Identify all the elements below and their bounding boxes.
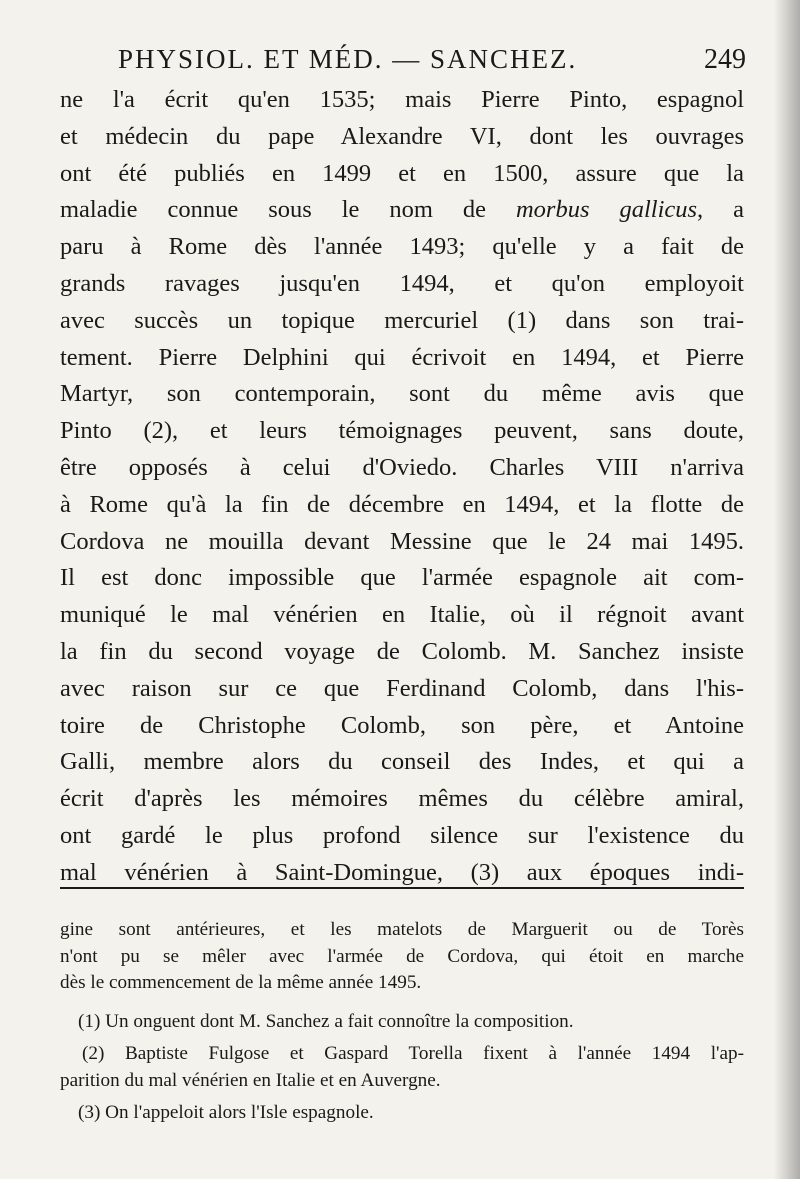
text-line: maladie connue sous le nom de morbus gallicus, a [60, 196, 745, 224]
text-line: Cordova ne mouilla devant Messine que le 24 mai 1495. [60, 527, 744, 555]
footnotes [60, 917, 744, 1127]
footnote-continuation-line: gine sont antérieures, et les matelots de Marguerit ou de Torès [60, 919, 744, 940]
text-line: paru à Rome dès l'année 1493; qu'elle y a fait de [60, 233, 744, 261]
footnote-divider [60, 887, 744, 889]
text-line: toire de Christophe Colomb, son père, et Antoine [60, 711, 744, 739]
text-line: mal vénérien à Saint-Domingue, (3) aux époques indi- [60, 858, 744, 886]
text-line: ne l'a écrit qu'en 1535; mais Pierre Pinto, espagnol [60, 86, 744, 113]
running-header [118, 44, 746, 76]
text-line: ont gardé le plus profond silence sur l'existence du [60, 821, 744, 849]
text-line: être opposés à celui d'Oviedo. Charles VIII n'arriva [60, 453, 744, 481]
footnote-2: (2) Baptiste Fulgose et Gaspard Torella fixent à l'année 1494 l'ap- [82, 1043, 744, 1064]
page-number: 249 [704, 44, 746, 75]
page-edge-shadow [774, 0, 800, 1179]
running-title: PHYSIOL. ET MÉD. — SANCHEZ. [118, 44, 578, 74]
text-line: avec raison sur ce que Ferdinand Colomb, dans l'his- [60, 674, 744, 702]
text-line: Martyr, son contemporain, sont du même avis que [60, 380, 744, 408]
text-line: avec succès un topique mercuriel (1) dans son trai- [60, 306, 744, 334]
text-line: Galli, membre alors du conseil des Indes, et qui a [60, 748, 744, 776]
text-line: grands ravages jusqu'en 1494, et qu'on employoit [60, 269, 744, 297]
footnote-continuation-line: dès le commencement de la même année 1495. [60, 972, 422, 993]
footnote-3: (3) On l'appeloit alors l'Isle espagnole. [78, 1102, 374, 1123]
text-line: tement. Pierre Delphini qui écrivoit en 1494, et Pierre [60, 343, 744, 371]
main-text [60, 82, 744, 892]
footnote-1: (1) Un onguent dont M. Sanchez a fait connoître la composition. [78, 1010, 574, 1032]
text-line: et médecin du pape Alexandre VI, dont les ouvrages [60, 122, 744, 150]
text-line: à Rome qu'à la fin de décembre en 1494, et la flotte de [60, 490, 744, 518]
text-line: écrit d'après les mémoires mêmes du célèbre amiral, [60, 785, 744, 813]
text-line: la fin du second voyage de Colomb. M. Sanchez insiste [60, 637, 744, 665]
text-line: muniqué le mal vénérien en Italie, où il régnoit avant [60, 601, 744, 629]
text-line: Pinto (2), et leurs témoignages peuvent, sans doute, [60, 417, 744, 445]
footnote-continuation-line: n'ont pu se mêler avec l'armée de Cordova, qui étoit en marche [60, 945, 744, 967]
italic-term: morbus gallicus [515, 196, 698, 224]
text-line: ont été publiés en 1499 et en 1500, assure que la [60, 159, 744, 187]
footnote-2-continuation: parition du mal vénérien en Italie et en Auvergne. [60, 1069, 441, 1091]
text-line: Il est donc impossible que l'armée espagnole ait com- [60, 564, 744, 592]
